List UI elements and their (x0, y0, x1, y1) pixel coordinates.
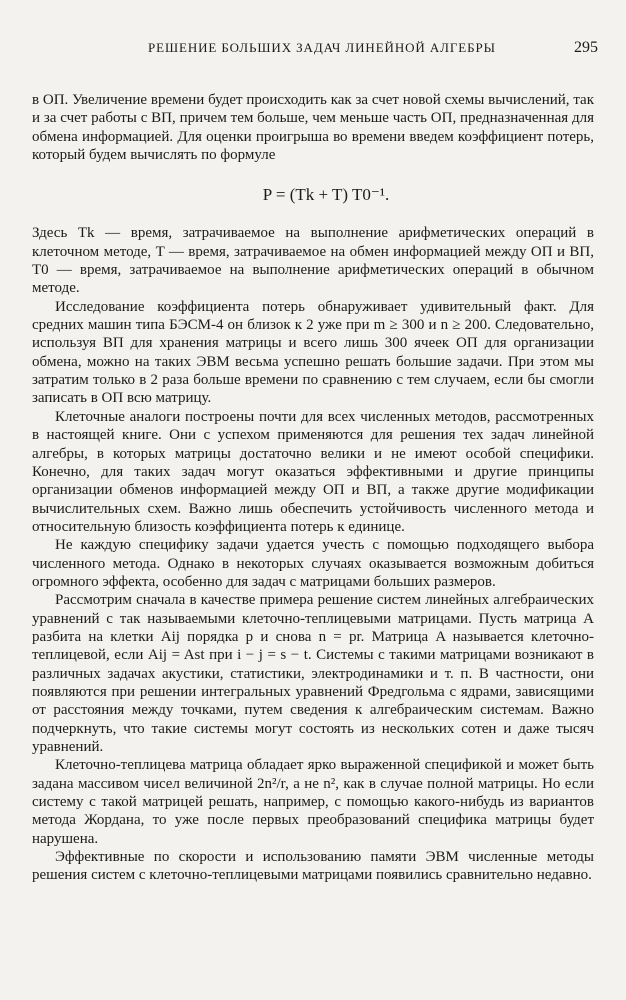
paragraph-4: Клеточные аналоги построены почти для всех численных методов, рассмотренных в настоящей книге. Они с успехом применяются для решения тех задач линейной алгебры, в которых матрицы достаточно велики и не имеют особой специфики. Конечно, для таких задач могут оказаться эффективными и другие принципы организации обменов информацией между ОП и ВП, а также другие модификации вычислительных схем. Важно лишь обеспечить устойчивость численного метода и относительную близость коэффициента потерь к единице. (32, 408, 594, 535)
paragraph-8: Эффективные по скорости и использованию памяти ЭВМ численные методы решения систем с клеточно-теплицевыми матрицами появились сравнительно недавно. (32, 849, 594, 884)
paragraph-3: Исследование коэффициента потерь обнаруживает удивительный факт. Для средних машин типа БЭСМ-4 он близок к 2 уже при m ≥ 300 и n ≥ 200. Следовательно, используя ВП для хранения матрицы и всего лишь 300 ячеек ОП для организации обмена, можно на таких ЭВМ весьма успешно решать большие задачи. При этом мы затратим только в 2 раза больше времени по сравнению с тем случаем, если бы смогли записать в ОП всю матрицу. (32, 298, 594, 407)
running-head: РЕШЕНИЕ БОЛЬШИХ ЗАДАЧ ЛИНЕЙНОЙ АЛГЕБРЫ (148, 40, 496, 55)
paragraph-7: Клеточно-теплицева матрица обладает ярко выраженной спецификой и может быть задана массивом чисел величиной 2n²/r, а не n², как в случае полной матрицы. Но если систему с такой матрицей решать, например, с помощью какого-нибудь из вариантов метода Жордана, то уже после первых преобразований специфика матрицы будет нарушена. (32, 757, 594, 847)
paragraph-2: Здесь Tk — время, затрачиваемое на выполнение арифметических операций в клеточном методе, T — время, затрачиваемое на обмен информацией между ОП и ВП, T0 — время, затрачиваемое на выполнение арифметических операций в обычном методе. (32, 225, 594, 297)
page-body (32, 91, 594, 885)
paragraph-5: Не каждую специфику задачи удается учесть с помощью подходящего выбора численного метода. Однако в некоторых случаях оказывается возможным добиться огромного эффекта, особенно для задач с матрицами больших размеров. (32, 537, 594, 590)
loss-coefficient-formula: P = (Tk + T) T0⁻¹. (262, 185, 390, 205)
page-number: 295 (574, 39, 598, 56)
paragraph-6: Рассмотрим сначала в качестве примера решение систем линейных алгебраических уравнений с так называемыми клеточно-теплицевыми матрицами. Пусть матрица A разбита на клетки Aij порядка p и снова n = pr. Матрица A называется клеточно-теплицевой, если Aij = Ast при i − j = s − t. Системы с такими матрицами возникают в различных задачах акустики, статистики, электродинамики и т. п. В частности, они появляются при решении интегральных уравнений Фредгольма с ядрами, зависящими от расстояния между точками, путем сведения к алгебраическим системам. Важно подчеркнуть, что такие системы могут состоять из нескольких сотен и даже тысяч уравнений. (32, 592, 594, 755)
paragraph-1: в ОП. Увеличение времени будет происходить как за счет новой схемы вычислений, так и за счет работы с ВП, причем тем больше, чем меньше часть ОП, предназначенная для обмена информацией. Для оценки проигрыша во времени введем коэффициент потерь, который будем вычислять по формуле (32, 92, 594, 164)
page-header (32, 40, 598, 62)
